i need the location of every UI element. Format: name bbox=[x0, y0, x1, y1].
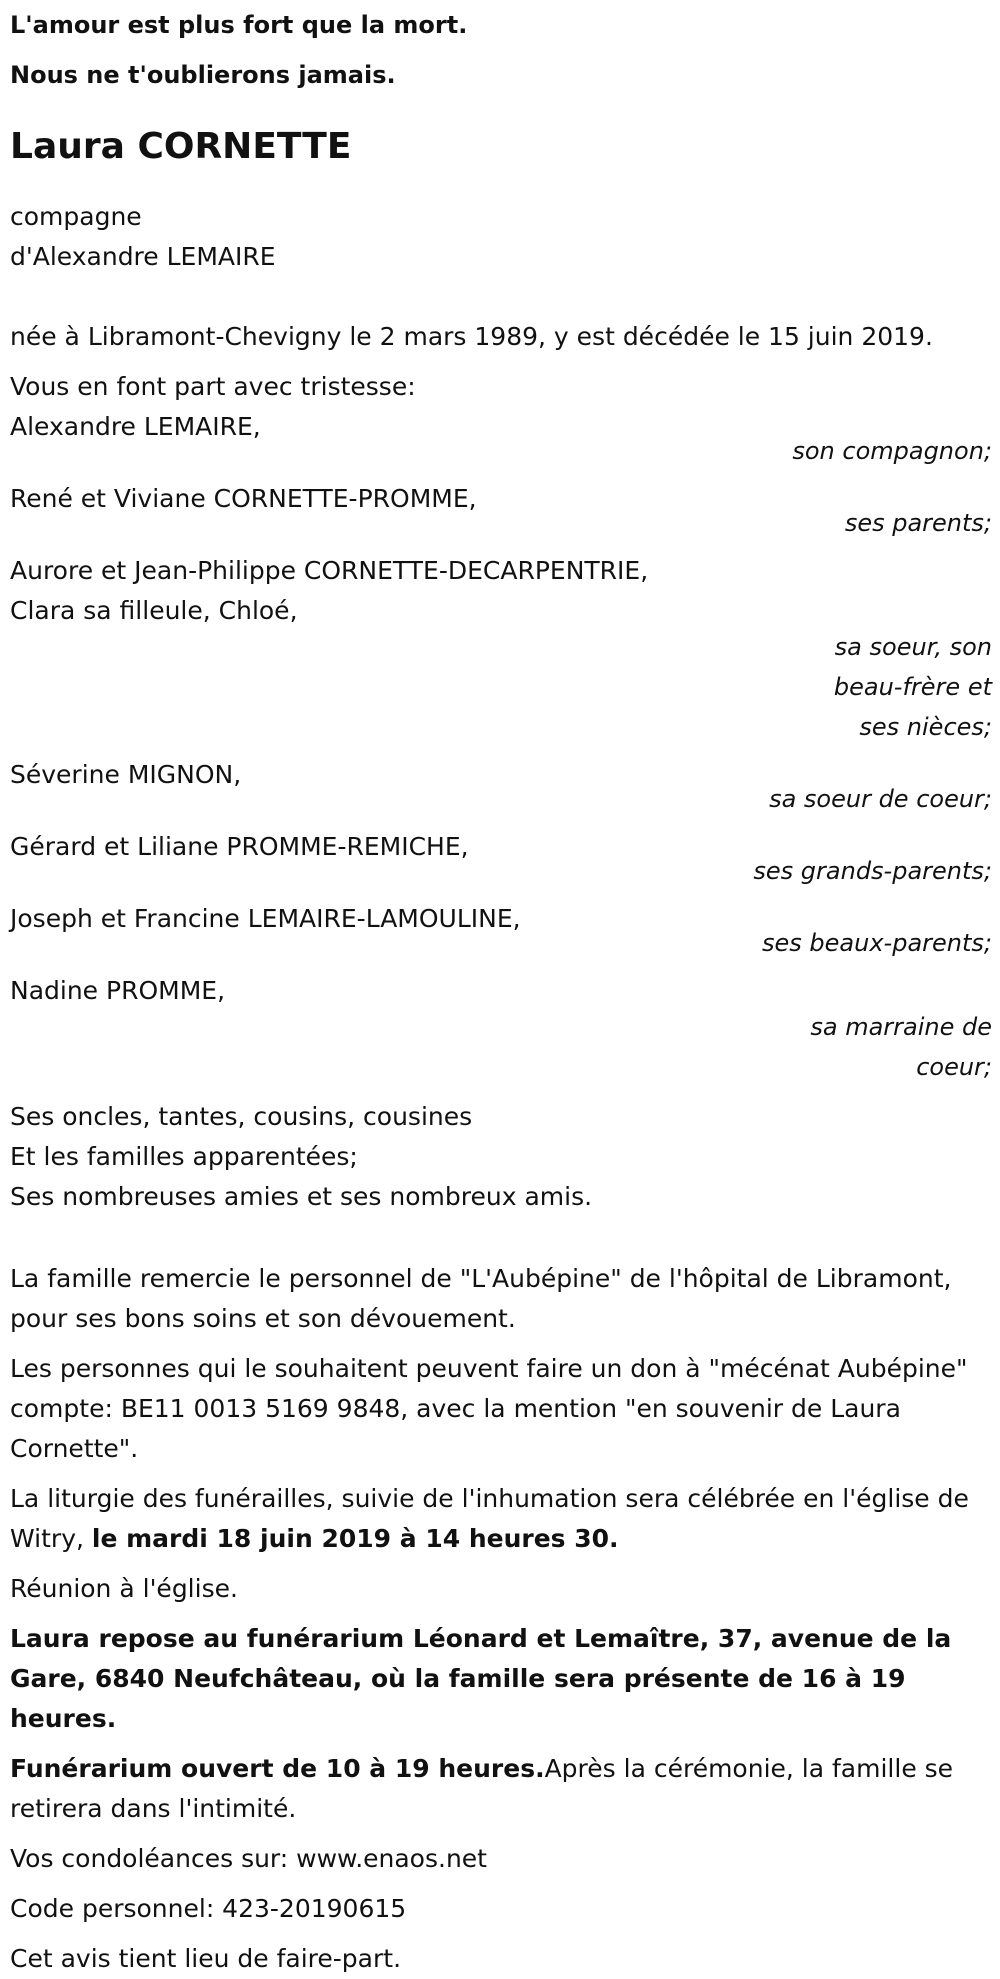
obituary-content bbox=[10, 0, 992, 1979]
donation-paragraph: Les personnes qui le souhaitent peuvent faire un don à "mécénat Aubépine" compte: BE11 0013 5169 9848, avec la mention "en souvenir de Laura Cornette". bbox=[10, 1354, 968, 1463]
hours-bold: Funérarium ouvert de 10 à 19 heures. bbox=[10, 1754, 545, 1783]
mourner-entry bbox=[10, 551, 992, 747]
mourner-relation: ses beaux-parents; bbox=[762, 929, 992, 957]
header-line-1: L'amour est plus fort que la mort. bbox=[10, 11, 468, 39]
hours-text: Après la cérémonie, la famille se retirera dans l'intimité. bbox=[10, 1754, 954, 1823]
deceased-name: Laura CORNETTE bbox=[10, 126, 352, 167]
others-line-3: Ses nombreuses amies et ses nombreux amis. bbox=[10, 1182, 593, 1211]
mourner-relation: son compagnon; bbox=[792, 437, 992, 465]
header-line-2: Nous ne t'oublierons jamais. bbox=[10, 61, 396, 89]
birth-death: née à Libramont-Chevigny le 2 mars 1989, y est décédée le 15 juin 2019. bbox=[10, 322, 933, 351]
thanks-paragraph: La famille remercie le personnel de "L'Aubépine" de l'hôpital de Libramont, pour ses bons soins et son dévouement. bbox=[10, 1264, 952, 1333]
mourner-name: Séverine MIGNON, bbox=[10, 760, 242, 789]
liturgy-paragraph bbox=[10, 1479, 992, 1559]
mourner-entry bbox=[10, 971, 992, 1087]
mourner-relation: ses parents; bbox=[844, 509, 992, 537]
mourner-name-secondary: Clara sa filleule, Chloé, bbox=[10, 596, 298, 625]
mourner-relation: ses grands-parents; bbox=[753, 857, 992, 885]
mourner-name: Nadine PROMME, bbox=[10, 976, 226, 1005]
funerarium-paragraph: Laura repose au funérarium Léonard et Lemaître, 37, avenue de la Gare, 6840 Neufchâteau, où la famille sera présente de 16 à 19 heures. bbox=[10, 1624, 952, 1733]
mourner-relation: sa marraine de coeur; bbox=[810, 1013, 992, 1081]
mourner-name: Alexandre LEMAIRE, bbox=[10, 412, 261, 441]
closing-text: Cet avis tient lieu de faire-part. bbox=[10, 1944, 402, 1973]
relation-line-2: d'Alexandre LEMAIRE bbox=[10, 242, 276, 271]
mourner-name: Aurore et Jean-Philippe CORNETTE-DECARPENTRIE, bbox=[10, 556, 649, 585]
announcement-intro: Vous en font part avec tristesse: bbox=[10, 372, 416, 401]
others-line-1: Ses oncles, tantes, cousins, cousines bbox=[10, 1102, 473, 1131]
hours-paragraph bbox=[10, 1749, 992, 1829]
condolences-text: Vos condoléances sur: www.enaos.net bbox=[10, 1844, 487, 1873]
mourner-entry bbox=[10, 755, 992, 819]
mourner-name: Gérard et Liliane PROMME-REMICHE, bbox=[10, 832, 469, 861]
mourner-entry bbox=[10, 899, 992, 963]
mourner-entry bbox=[10, 407, 992, 471]
reunion-text: Réunion à l'église. bbox=[10, 1574, 238, 1603]
mourner-entry bbox=[10, 827, 992, 891]
liturgy-date: le mardi 18 juin 2019 à 14 heures 30. bbox=[91, 1524, 619, 1553]
mourner-name: Joseph et Francine LEMAIRE-LAMOULINE, bbox=[10, 904, 521, 933]
liturgy-text: La liturgie des funérailles, suivie de l'inhumation sera célébrée en l'église de Witry, bbox=[10, 1484, 969, 1553]
relation-line-1: compagne bbox=[10, 202, 142, 231]
mourner-name: René et Viviane CORNETTE-PROMME, bbox=[10, 484, 477, 513]
others-line-2: Et les familles apparentées; bbox=[10, 1142, 358, 1171]
mourner-relation: sa soeur de coeur; bbox=[769, 785, 992, 813]
mourner-relation: sa soeur, son beau-frère et ses nièces; bbox=[833, 633, 992, 741]
personal-code: Code personnel: 423-20190615 bbox=[10, 1894, 407, 1923]
mourner-entry bbox=[10, 479, 992, 543]
